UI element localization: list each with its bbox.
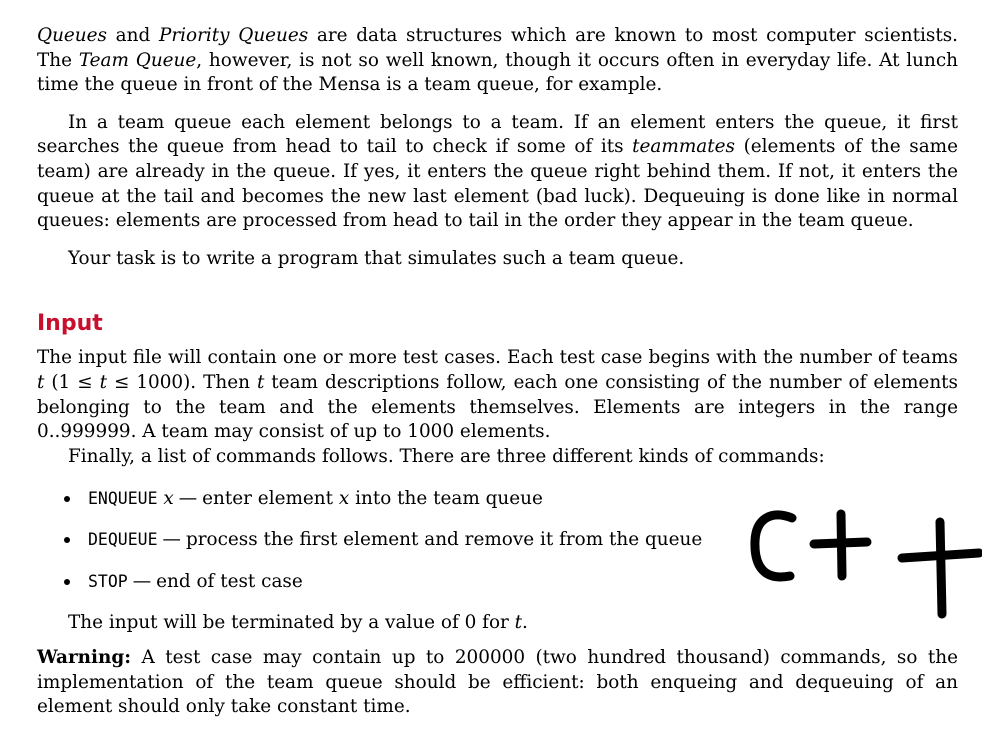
team-queue-description: In a team queue each element belongs to a team. If an element enters the queue, it first searches the queue from head to tail to check if some of its teammates (elements of the same team) are already in the queue. If yes, it enters the queue right behind them. If not, it enters the queue at the tail and becomes the new last element (bad luck). Dequeuing is done like in normal queues: elements are processed from head to tail in the order they appear in the team queue. [37,111,958,232]
input-heading: Input [37,311,103,337]
handwritten-plus-1-v [841,514,842,576]
handwritten-plus-2-v [940,522,942,614]
term-queues: Queues [37,25,107,46]
warning-label: Warning: [37,647,132,669]
term-teammates: teammates [632,136,735,158]
handwritten-cpp-annotation [742,496,982,626]
handwritten-c [755,515,792,577]
term-priority-queues: Priority Queues [158,25,309,46]
input-description: The input file will contain one or more test cases. Each test case begins with the number of teams t (1 ≤ t ≤ 1000). Then t team descriptions follow, each one consisting of the number of elements belonging to the team and the elements themselves. Elements are integers in the range 0..999999. A team may consist of up to 1000 elements. [37,347,958,443]
termination-note: The input will be terminated by a value of 0 for t. [68,611,528,633]
warning-paragraph: Warning: A test case may contain up to 200000 (two hundred thousand) commands, so the implementation of the team queue should be efficient: both enqueing and dequeuing of an element should only take constant time. [37,647,958,718]
command-dequeue: DEQUEUE — process the first element and remove it from the queue [37,528,958,553]
commands-intro: Finally, a list of commands follows. There are three different kinds of commands: [68,445,825,467]
intro-paragraph: Queues and Priority Queues are data structures which are known to most computer scientists. The Team Queue, however, is not so well known, though it occurs often in everyday life. At lunch time the queue in front of the Mensa is a team queue, for example. [37,25,958,96]
command-enqueue: ENQUEUE x — enter element x into the team queue [37,487,958,512]
term-team-queue: Team Queue [78,49,197,71]
command-stop: STOP — end of test case [37,570,958,595]
task-paragraph: Your task is to write a program that simulates such a team queue. [68,247,685,269]
